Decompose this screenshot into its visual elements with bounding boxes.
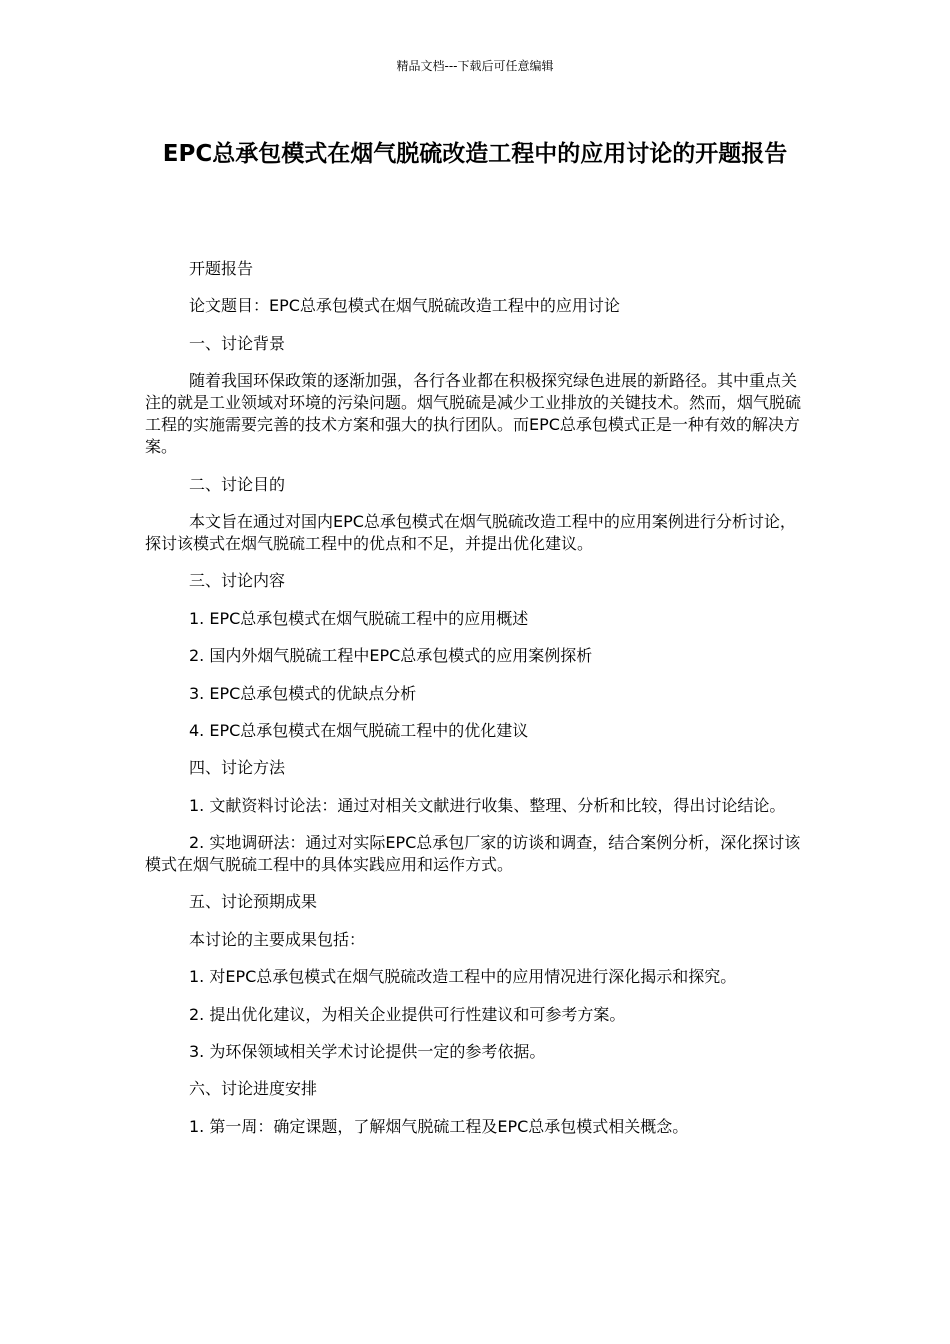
paragraph-background: 随着我国环保政策的逐渐加强，各行各业都在积极探究绿色进展的新路径。其中重点关注的就是工业领域对环境的污染问题。烟气脱硫是减少工业排放的关键技术。然而，烟气脱硫工程的实施需要完善的技术方案和强大的执行团队。而EPC总承包模式正是一种有效的解决方案。 xyxy=(145,371,802,457)
list-item: 1. 文献资料讨论法：通过对相关文献进行收集、整理、分析和比较，得出讨论结论。 xyxy=(189,795,786,815)
section-heading-purpose: 二、讨论目的 xyxy=(189,474,286,494)
section-heading-schedule: 六、讨论进度安排 xyxy=(189,1079,318,1099)
paragraph-thesis-title: 论文题目：EPC总承包模式在烟气脱硫改造工程中的应用讨论 xyxy=(189,296,620,316)
paragraph-purpose: 本文旨在通过对国内EPC总承包模式在烟气脱硫改造工程中的应用案例进行分析讨论，探讨该模式在烟气脱硫工程中的优点和不足，并提出优化建议。 xyxy=(145,511,796,553)
section-heading-methods: 四、讨论方法 xyxy=(189,758,286,778)
list-item: 2. 提出优化建议，为相关企业提供可行性建议和可参考方案。 xyxy=(189,1004,626,1024)
list-item: 4. EPC总承包模式在烟气脱硫工程中的优化建议 xyxy=(189,720,529,740)
section-heading-content: 三、讨论内容 xyxy=(189,571,286,591)
header-note: 精品文档---下载后可任意编辑 xyxy=(396,59,554,73)
list-item: 1. EPC总承包模式在烟气脱硫工程中的应用概述 xyxy=(189,608,529,628)
document-title: EPC总承包模式在烟气脱硫改造工程中的应用讨论的开题报告 xyxy=(162,141,788,167)
list-item: 3. 为环保领域相关学术讨论提供一定的参考依据。 xyxy=(189,1042,546,1062)
document-body xyxy=(145,258,805,1153)
list-item: 2. 实地调研法：通过对实际EPC总承包厂家的访谈和调查，结合案例分析，深化探讨该模式在烟气脱硫工程中的具体实践应用和运作方式。 xyxy=(145,833,801,875)
paragraph-outcomes-intro: 本讨论的主要成果包括： xyxy=(189,929,366,949)
paragraph-report-label: 开题报告 xyxy=(189,259,254,278)
list-item: 1. 对EPC总承包模式在烟气脱硫改造工程中的应用情况进行深化揭示和探究。 xyxy=(189,967,737,987)
list-item: 2. 国内外烟气脱硫工程中EPC总承包模式的应用案例探析 xyxy=(189,646,593,666)
list-item: 1. 第一周：确定课题，了解烟气脱硫工程及EPC总承包模式相关概念。 xyxy=(189,1116,689,1136)
section-heading-background: 一、讨论背景 xyxy=(189,333,286,353)
list-item: 3. EPC总承包模式的优缺点分析 xyxy=(189,683,417,703)
section-heading-outcomes: 五、讨论预期成果 xyxy=(189,892,318,912)
